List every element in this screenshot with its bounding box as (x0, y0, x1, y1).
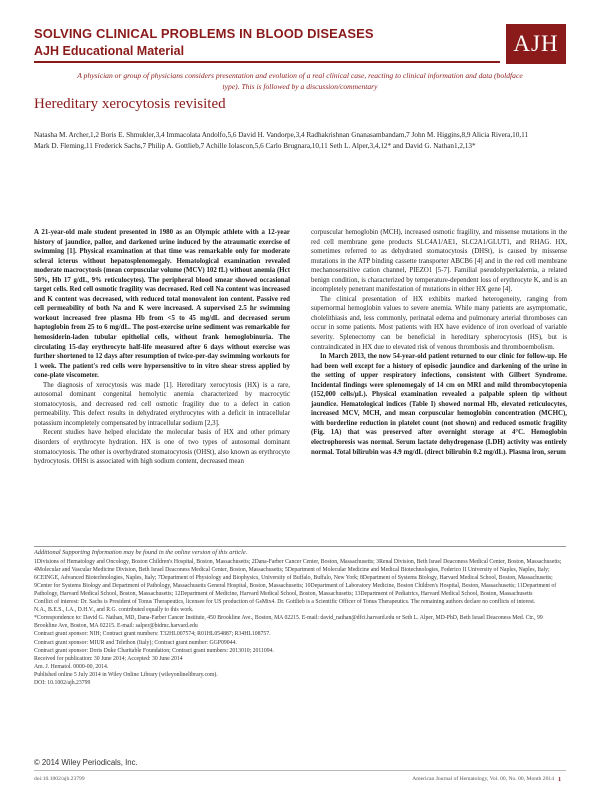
footer-doi: doi:10.1002/ajh.23799 (34, 776, 85, 782)
citation: Am. J. Hematol. 0000-00, 2014. (34, 663, 109, 670)
journal-logo: AJH (506, 24, 566, 64)
section-header: SOLVING CLINICAL PROBLEMS IN BLOOD DISEASES (34, 26, 374, 41)
body-paragraph: corpuscular hemoglobin (MCH), increased osmotic fragility, and missense mutations in the red cell membrane gene products SLC4A1/AE1, SLC2A1/GLUT1, and RHAG. HX, sometimes referred to as dehydrated stomatocytosis (DHSt), is caused by missense mutations in the ATP binding cassette transporter ABCB6 [4] and in the red cell membrane mechanosensitive cation channel, PIEZO1 [5-7]. Familial pseudohyperkalemia, a related benign condition, is characterized by temperature-dependent loss of erythrocyte K, and is an incompletely penetrant manifestation of mutations in either HX gene [4]. (311, 229, 567, 294)
author-list: Natasha M. Archer,1,2 Boris E. Shmukler,3,4 Immacolata Andolfo,5,6 David H. Vandorpe,3,4 Radhakrishnan Gnanasambandam,7 John M. Higgins,8,9 Alicia Rivera,10,11 Mark D. Fleming,11 Frederick Sachs,7 Philip A. Gottlieb,7 Achille Iolascon,5,6 Carlo Brugnara,10,11 Seth L. Alper,3,4,12* and David G. Nathan1,2,13* (34, 131, 529, 150)
header-divider (34, 61, 500, 63)
case-paragraph: A 21-year-old male student presented in 1980 as an Olympic athlete with a 12-year history of jaundice, pallor, and darkened urine induced by the atraumatic exercise of swimming [1]. Physical examination at that time was remarkable only for moderate scleral icterus without hepatosplenomegaly. Hematological examination revealed moderate macrocytosis (mean corpuscular volume (MCV) 102 fL) without anemia (Hct 50%, Hb 17 g/dL, 9% reticulocytes). The peripheral blood smear showed occasional target cells. Red cell osmotic fragility was decreased. Red cell Na content was increased and K content was decreased, with reduced total monovalent ion content. Passive red cell permeability of both Na and K were increased. A supervised 2.5 hr swimming workout increased free plasma Hb from <5 to 45 mg/dL and decreased serum haptoglobin from 25 to 6 mg/dL. The post-exercise urine sediment was remarkable for hemosiderin-laden tubular epithelial cells, without frank hemoglobinuria. The circulating 15-day erythrocyte half-life measured after 6 days without exercise was further shortened to 12 days after resumption of twice-per-day swimming workouts for 1 week. The patient's red cells were hypersensitive to in vitro shear stress applied by cone-plate viscometer. (34, 229, 290, 380)
body-paragraph: The diagnosis of xerocytosis was made [1]. Hereditary xerocytosis (HX) is a rare, autosomal dominant congenital hemolytic anemia characterized by macrocytic stomatocytosis, and decreased red cell osmotic fragility due to a defect in cation permeability. This defect results in dehydrated erythrocytes with a deficit in intracellular potassium incompletely compensated by intracellular sodium [2,3]. (34, 381, 290, 427)
body-column-left (34, 228, 290, 467)
page-number: 1 (558, 776, 562, 783)
body-paragraph: Recent studies have helped elucidate the molecular basis of HX and other primary disorders of erythrocyte hydration. HX is one of two types of autosomal dominant stomatocytosis. The other is overhydrated stomatocytosis (OHSt), also known as erythrocyte hydrocytosis. OHSt is associated with high sodium content, decreased mean (34, 429, 290, 466)
body-paragraph: The clinical presentation of HX exhibits marked heterogeneity, ranging from supernormal hemoglobin values to severe anemia. While many patients are asymptomatic, cholelithiasis and, less commonly, perinatal edema and pulmonary arterial thromboses can occur in some patients. Most patients with HX have evidence of iron overload of variable severity. Splenectomy can be beneficial in hereditary spherocytosis (HS), but is contraindicated in HX due to elevated risk of venous thrombosis and thromboembolism. (311, 295, 567, 351)
footer-divider (34, 770, 566, 771)
copyright: © 2014 Wiley Periodicals, Inc. (34, 758, 138, 767)
footer-journal: American Journal of Hematology, Vol. 00, No. 00, Month 2014 (412, 776, 554, 782)
received-date: Received for publication: 30 June 2014; Accepted: 30 June 2014 (34, 655, 183, 662)
intro-text: A physician or group of physicians considers presentation and evolution of a real clinical case, reacting to clinical information and data (boldface type). This is followed by a discussion/commentary (77, 71, 523, 91)
body-column-right (311, 228, 567, 457)
footnote-divider (34, 546, 566, 547)
section-subtitle: AJH Educational Material (34, 44, 185, 58)
correspondence: *Correspondence to: David G. Nathan, MD, Dana-Farber Cancer Institute, 450 Brookline Ave., Boston, MA 02215. E-mail: david_nathan@dfci.harvard.edu or Seth L. Alper, MD-PhD, Beth Israel Deaconess Med. Ctr., 99 Brookline Ave, Boston, MA 02215. E-mail: salper@bidmc.harvard.edu (34, 615, 543, 630)
affiliations: 1Divisions of Hematology and Oncology, Boston Children's Hospital, Boston, Massachusetts; 2Dana-Farber Cancer Center, Boston, Massachusetts; 3Renal Division, Beth Israel Deaconess Medical Center, Boston, Massachusetts; 4Molecular and Vascular Medicine Division, Beth Israel Deaconess Medical Center, Boston, Massachusetts; 5Department of Molecular Medicine and Medical Biotechnologies, Federico II University of Naples, Naples, Italy; 6CEINGE, Advanced Biotechnologies, Naples, Italy; 7Department of Physiology and Biophysics, University of Buffalo, Buffalo, New York; 8Department of Systems Biology, Harvard Medical School, Boston, Massachusetts; 9Center for Systems Biology and Department of Pathology, Massachusetts General Hospital, Boston, Massachusetts; 10Department of Laboratory Medicine, Boston Children's Hospital, Boston, Massachusetts; 11Department of Pathology, Harvard Medical School, Boston, Massachusetts; 12Department of Medicine, Harvard Medical School, Boston, Massachusetts; 13Department of Pediatrics, Harvard Medical School, Boston, Massachusetts (34, 559, 562, 598)
conflict-of-interest: Conflict of interest: Dr. Sachs is President of Tonus Therapeutics, licensee for US production of GsMtx4. Dr. Gottlieb is a Scientific Officer of Tonus Therapeutics. The remaining authors declare no conflicts of interest. (34, 599, 536, 606)
grant-sponsor: Contract grant sponsor: Doris Duke Charitable Foundation; Contract grant numbers: 2013010; 2011094. (34, 647, 274, 654)
case-paragraph: In March 2013, the now 54-year-old patient returned to our clinic for follow-up. He had been well except for a history of episodic jaundice and darkening of the urine in the setting of upper respiratory infections, consistent with Gilbert Syndrome. Incidental findings were splenomegaly of 14 cm on MRI and mild thrombocytopenia (152,000 cells/µL). Physical examination revealed a palpable spleen tip without jaundice. Hematological indices (Table I) showed normal Hb, elevated reticulocytes, increased MCV, MCH, and mean corpuscular hemoglobin concentration (MCHC), with borderline reduction in platelet count (not shown) and reduced osmotic fragility (Fig. 1A) that was preserved after overnight storage at 4°C. Hemoglobin electrophoresis was normal. Serum lactate dehydrogenase (LDH) activity was entirely normal. Total bilirubin was 4.9 mg/dL (direct bilirubin 0.2 mg/dL). Plasma iron, serum (311, 353, 567, 456)
supporting-info-note: Additional Supporting Information may be found in the online version of this article. (34, 549, 248, 556)
article-title: Hereditary xerocytosis revisited (34, 96, 226, 112)
published-online: Published online 5 July 2014 in Wiley Online Library (wileyonlinelibrary.com). (34, 671, 218, 678)
doi: DOI: 10.1002/ajh.23799 (34, 679, 91, 686)
equal-contribution: N.A., B.E.S., I.A., D.H.V., and R.G. contributed equally to this work. (34, 607, 194, 614)
grant-sponsor: Contract grant sponsor: NIH; Contract grant numbers: T32HL007574; R01HL054887; R34HL108757. (34, 631, 271, 638)
footnotes (34, 549, 566, 687)
grant-sponsor: Contract grant sponsor: MIUR and Telethon (Italy); Contract grant number: GGP09044. (34, 639, 237, 646)
